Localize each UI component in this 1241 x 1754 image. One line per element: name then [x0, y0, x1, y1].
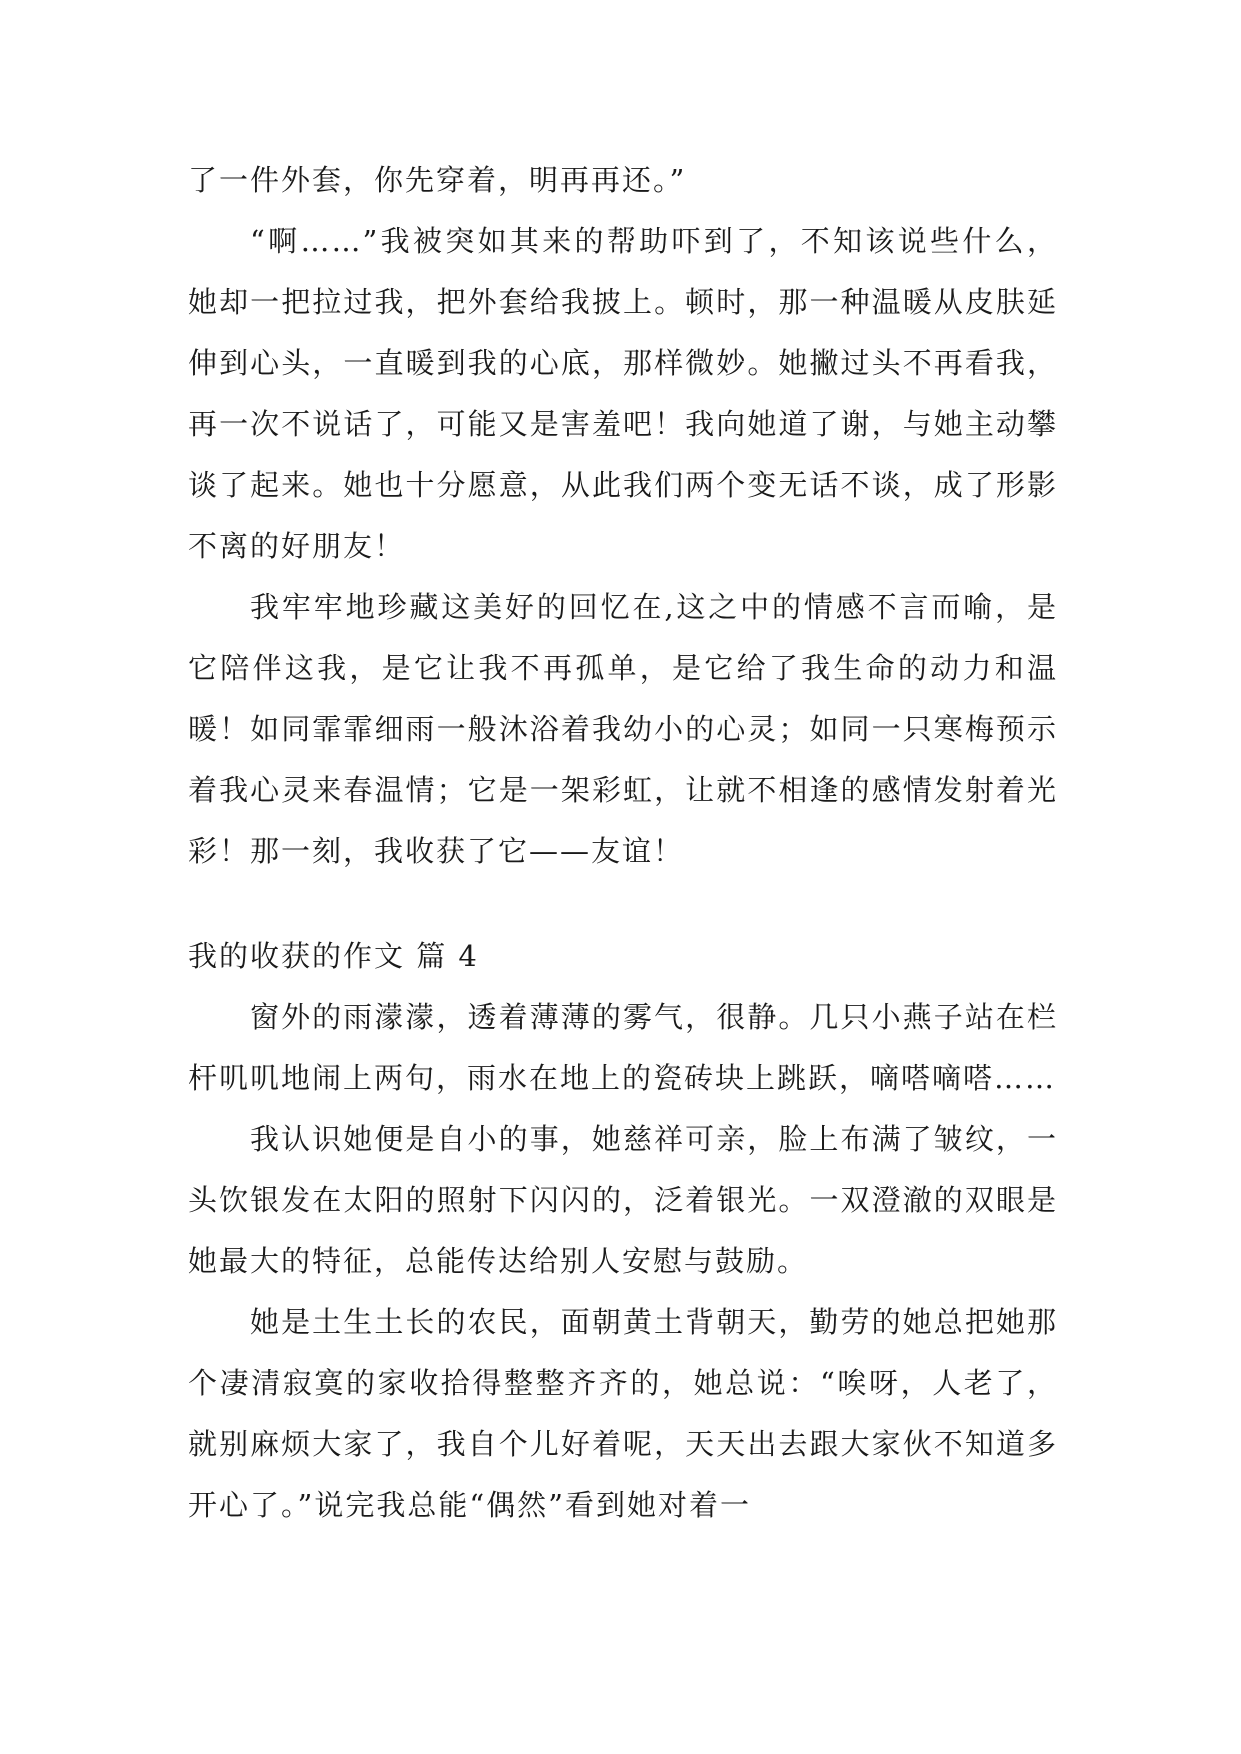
- paragraph-friendship-memory: 我牢牢地珍藏这美好的回忆在,这之中的情感不言而喻，是它陪伴这我，是它让我不再孤单，是它给了我生命的动力和温暖！如同霏霏细雨一般沐浴着我幼小的心灵；如同一只寒梅预示着我心灵来春温情；它是一架彩虹，让就不相逢的感情发射着光彩！那一刻，我收获了它——友谊！: [188, 590, 1058, 868]
- section-heading: 我的收获的作文 篇 4: [188, 939, 479, 973]
- paragraph-grandmother-description: 我认识她便是自小的事，她慈祥可亲，脸上布满了皱纹，一头饮银发在太阳的照射下闪闪的，泛着银光。一双澄澈的双眼是她最大的特征，总能传达给别人安慰与鼓励。: [188, 1122, 1058, 1278]
- paragraph-farmer: 她是土生土长的农民，面朝黄土背朝天，勤劳的她总把她那个凄清寂寞的家收拾得整整齐齐的，她总说：“唉呀，人老了，就别麻烦大家了，我自个儿好着呢，天天出去跟大家伙不知道多开心了。”说完我总能“偶然”看到她对着一: [188, 1305, 1058, 1522]
- paragraph-rain: 窗外的雨濛濛，透着薄薄的雾气，很静。几只小燕子站在栏杆叽叽地闹上两句，雨水在地上的瓷砖块上跳跃，嘀嗒嘀嗒……: [188, 1000, 1058, 1095]
- document-body: [188, 150, 1058, 1536]
- paragraph-continuation: 了一件外套，你先穿着，明再再还。”: [188, 163, 687, 197]
- paragraph-help-coat: “啊……”我被突如其来的帮助吓到了，不知该说些什么，她却一把拉过我，把外套给我披上。顿时，那一种温暖从皮肤延伸到心头，一直暖到我的心底，那样微妙。她撇过头不再看我，再一次不说话了，可能又是害羞吧！我向她道了谢，与她主动攀谈了起来。她也十分愿意，从此我们两个变无话不谈，成了形影不离的好朋友！: [188, 224, 1058, 563]
